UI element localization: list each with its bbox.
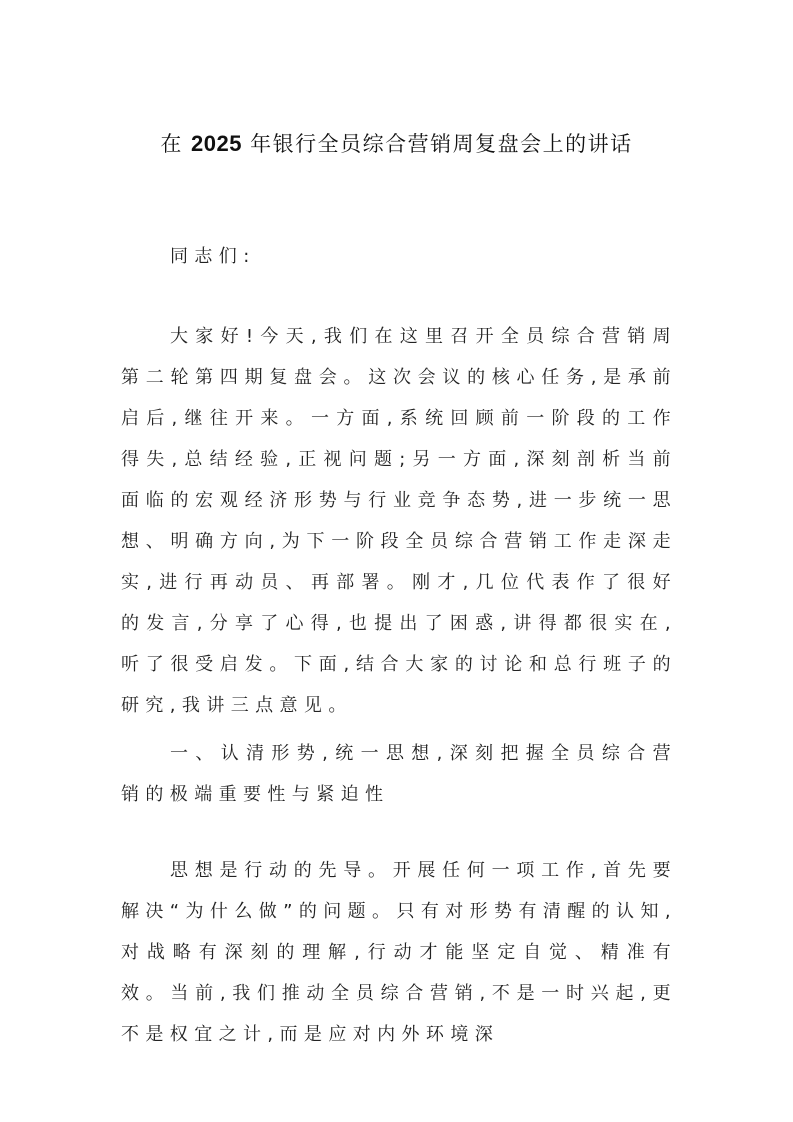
salutation: 同志们: <box>170 246 256 267</box>
title-prefix: 在 <box>160 132 192 156</box>
opening-paragraph: 大家好!今天,我们在这里召开全员综合营销周第二轮第四期复盘会。这次会议的核心任务,是承前启后,继往开来。一方面,系统回顾前一阶段的工作得失,总结经验,正视问题;另一方面,深刻剖析当前面临的宏观经济形势与行业竞争态势,进一步统一思想、明确方向,为下一阶段全员综合营销工作走深走实,进行再动员、再部署。刚才,几位代表作了很好的发言,分享了心得,也提出了困惑,讲得都很实在,听了很受启发。下面,结合大家的讨论和总行班子的研究,我讲三点意见。 <box>121 326 677 716</box>
document-title <box>0 128 793 160</box>
section-heading-1: 一、认清形势,统一思想,深刻把握全员综合营销的极端重要性与紧迫性 <box>121 743 677 805</box>
title-year: 2025 <box>191 131 242 156</box>
section-1-paragraph: 思想是行动的先导。开展任何一项工作,首先要解决“为什么做”的问题。只有对形势有清醒的认知,对战略有深刻的理解,行动才能坚定自觉、精准有效。当前,我们推动全员综合营销,不是一时兴起,更不是权宜之计,而是应对内外环境深 <box>121 860 677 1045</box>
title-suffix: 年银行全员综合营销周复盘会上的讲话 <box>241 132 633 156</box>
